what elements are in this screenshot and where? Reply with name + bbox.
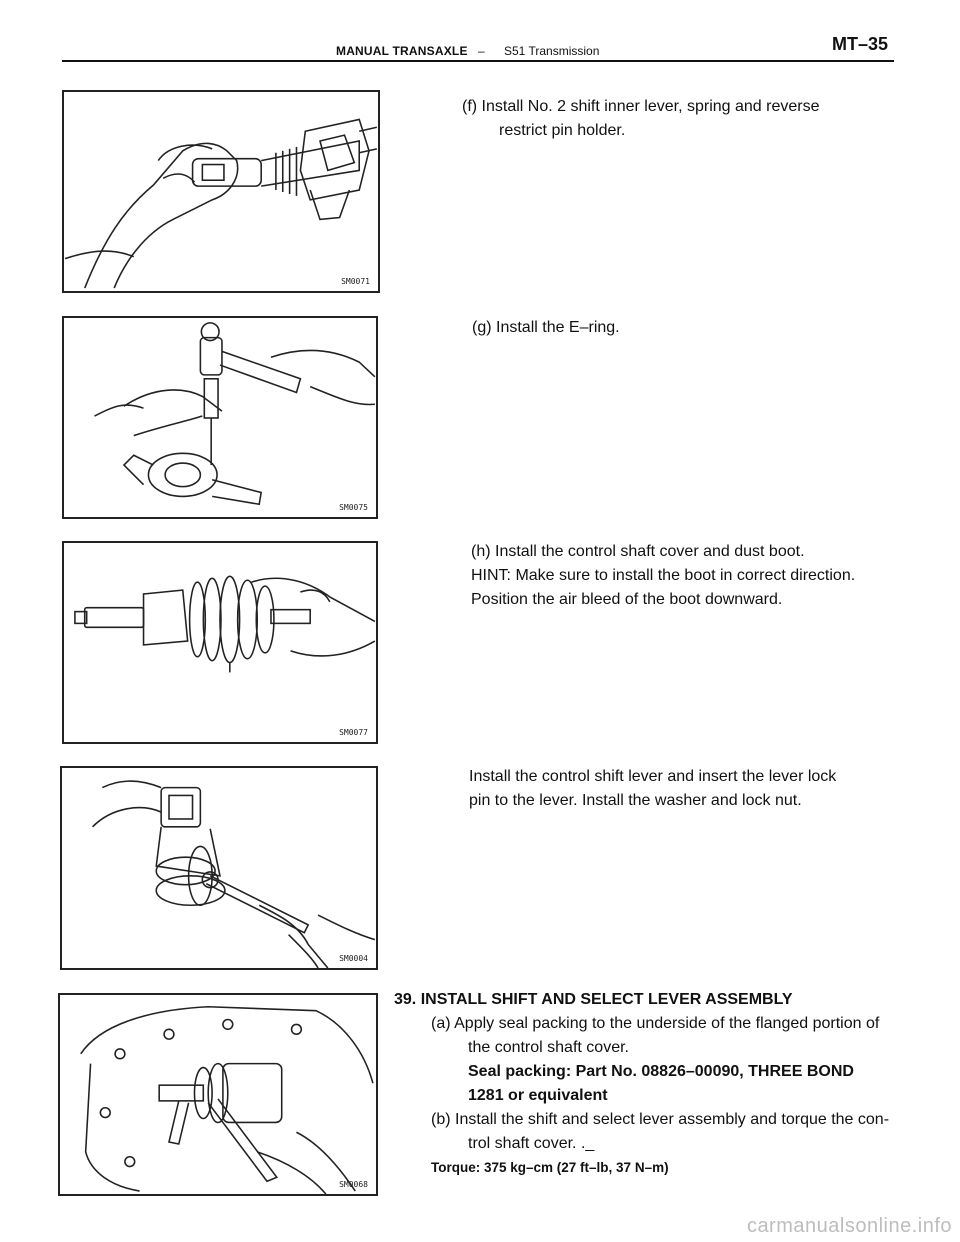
figure-code: SM0077 <box>339 728 368 737</box>
figure-shift-inner-lever <box>62 90 380 293</box>
subsection-title: S51 Transmission <box>504 44 600 58</box>
header-rule <box>62 60 894 62</box>
seal-packing-spec-line1: Seal packing: Part No. 08826–00090, THREE BOND <box>468 1063 854 1080</box>
step-h-line3: Position the air bleed of the boot downward. <box>471 591 783 608</box>
section-title: MANUAL TRANSAXLE <box>336 44 468 58</box>
step-39a-line1: (a) Apply seal packing to the underside of the flanged portion of <box>431 1015 880 1032</box>
figure-shift-select-lever <box>58 993 378 1196</box>
illustration-dust-boot <box>64 543 376 742</box>
section-39-title: 39. INSTALL SHIFT AND SELECT LEVER ASSEMBLY <box>394 991 793 1008</box>
illustration-e-ring <box>64 318 376 517</box>
step-39a-line2: the control shaft cover. <box>468 1039 629 1056</box>
figure-dust-boot <box>62 541 378 744</box>
illustration-shift-inner-lever <box>64 92 378 291</box>
figure-code: SM0075 <box>339 503 368 512</box>
figure-e-ring <box>62 316 378 519</box>
step-39b-line2: trol shaft cover. ._ <box>468 1135 595 1152</box>
watermark: carmanualsonline.info <box>746 1215 952 1237</box>
step-39b-line1: (b) Install the shift and select lever assembly and torque the con- <box>431 1111 890 1128</box>
step-g-line1: (g) Install the E–ring. <box>472 319 620 336</box>
figure-code: SM0004 <box>339 954 368 963</box>
seal-packing-spec-line2: 1281 or equivalent <box>468 1087 608 1104</box>
step-i-line1: Install the control shift lever and insert the lever lock <box>469 768 837 785</box>
step-f-line2: restrict pin holder. <box>499 122 626 139</box>
figure-code: SM0068 <box>339 1180 368 1189</box>
figure-code: SM0071 <box>341 277 370 286</box>
step-f-line1: (f) Install No. 2 shift inner lever, spring and reverse <box>462 98 820 115</box>
torque-spec: Torque: 375 kg–cm (27 ft–lb, 37 N–m) <box>431 1160 669 1175</box>
header-separator: – <box>478 44 485 58</box>
step-i-line2: pin to the lever. Install the washer and lock nut. <box>469 792 802 809</box>
step-h-line1: (h) Install the control shaft cover and dust boot. <box>471 543 805 560</box>
illustration-control-shift-lever <box>62 768 376 968</box>
illustration-shift-select-lever <box>60 995 376 1194</box>
figure-control-shift-lever <box>60 766 378 970</box>
page-number: MT–35 <box>832 34 889 54</box>
step-h-line2: HINT: Make sure to install the boot in correct direction. <box>471 567 856 584</box>
